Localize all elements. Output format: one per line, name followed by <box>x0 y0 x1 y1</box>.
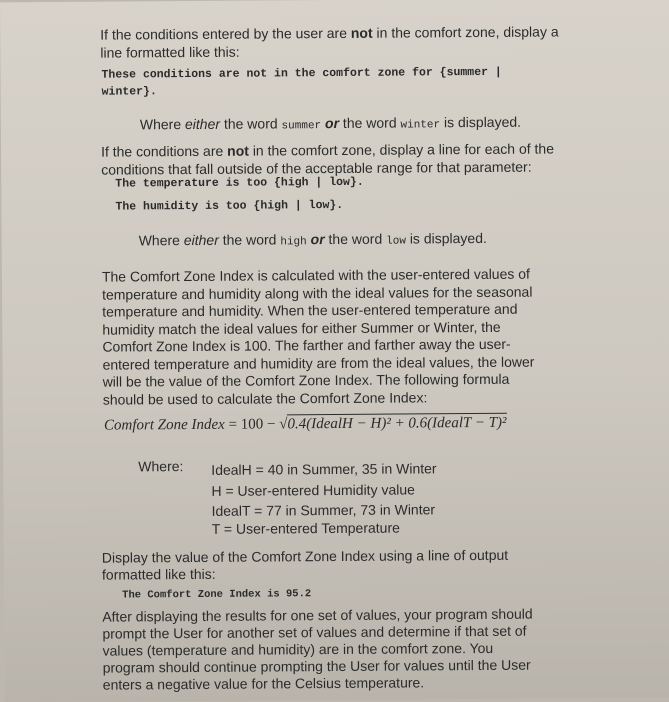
para5-line: After displaying the results for one set of values, your program should <box>102 605 533 625</box>
para4-line-2: formatted like this: <box>101 565 216 583</box>
para2-line-1: If the conditions are not in the comfort zone, display a line for each of the <box>100 140 555 160</box>
code-sample-comfort-zone-line2: winter}. <box>101 85 157 99</box>
para3-line: should be used to calculate the Comfort Zone Index: <box>102 389 428 408</box>
where-label: Where: <box>138 458 184 475</box>
def-ideal-temperature: IdealT = 77 in Summer, 73 in Winter <box>211 501 436 519</box>
code-sample-comfort-zone-line1: These conditions are not in the comfort zone for {summer | <box>101 65 502 82</box>
para5-line: program should continue prompting the User for values until the User <box>102 656 531 676</box>
para3-line: temperature and humidity. When the user-entered temperature and <box>102 300 518 320</box>
code-sample-humidity: The humidity is too {high | low}. <box>115 198 344 214</box>
where-season-note: Where either the word summer or the word winter is displayed. <box>139 113 522 133</box>
def-ideal-humidity: IdealH = 40 in Summer, 35 in Winter <box>211 460 437 478</box>
code-sample-index: The Comfort Zone Index is 95.2 <box>122 588 312 602</box>
para3-line: temperature and humidity along with the ideal values for the seasonal <box>101 283 533 303</box>
def-humidity: H = User-entered Humidity value <box>211 481 415 499</box>
code-sample-temperature: The temperature is too {high | low}. <box>115 175 364 191</box>
formula-radicand: 0.4(IdealH − H)² + 0.6(IdealT − T)² <box>287 414 507 433</box>
comfort-zone-formula: Comfort Zone Index = 100 − √0.4(IdealH − H)² + 0.6(IdealT − T)² <box>103 414 507 434</box>
def-temperature: T = User-entered Temperature <box>211 519 400 537</box>
intro-line-2: line formatted like this: <box>100 43 240 61</box>
para3-line: will be the value of the Comfort Zone Index. The following formula <box>102 370 510 390</box>
para3-line: entered temperature and humidity are from the ideal values, the lower <box>102 353 535 373</box>
para5-line: values (temperature and humidity) are in the comfort zone. You <box>102 639 494 659</box>
para4-line-1: Display the value of the Comfort Zone Index using a line of output <box>101 546 509 566</box>
intro-line-1: If the conditions entered by the user are not in the comfort zone, display a <box>100 23 559 43</box>
para2-line-2: conditions that fall outside of the acceptable range for that parameter: <box>101 158 532 178</box>
para5-line: enters a negative value for the Celsius temperature. <box>102 674 425 693</box>
para3-line: Comfort Zone Index is 100. The farther and farther away the user- <box>102 335 511 355</box>
para3-line: humidity match the ideal values for either Summer or Winter, the <box>102 318 501 338</box>
para5-line: prompt the User for another set of values and determine if that set of <box>102 622 527 642</box>
where-high-low-note: Where either the word high or the word low is displayed. <box>138 229 487 249</box>
para3-line: The Comfort Zone Index is calculated with the user-entered values of <box>101 265 530 285</box>
